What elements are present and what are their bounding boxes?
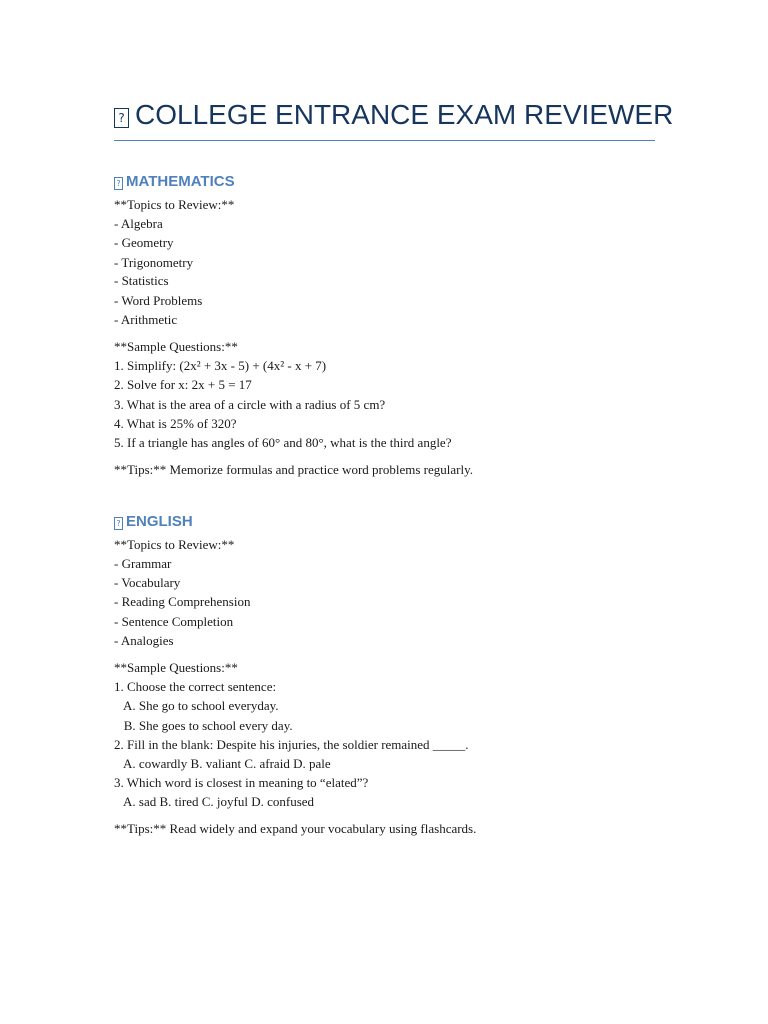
question-item: 1. Simplify: (2x² + 3x - 5) + (4x² - x + 7): [114, 358, 327, 373]
document-title: [114, 96, 674, 141]
question-item: 2. Fill in the blank: Despite his injuries, the soldier remained _____.: [114, 737, 469, 752]
topic-item: - Word Problems: [114, 293, 203, 308]
answer-option: A. sad B. tired C. joyful D. confused: [114, 794, 315, 809]
question-item: 2. Solve for x: 2x + 5 = 17: [114, 377, 252, 392]
tips-text: **Tips:** Read widely and expand your vocabulary using flashcards.: [114, 821, 477, 836]
section-heading-mathematics: [114, 172, 235, 192]
questions-label: **Sample Questions:**: [114, 339, 238, 354]
missing-glyph-icon: ?: [114, 517, 123, 530]
missing-glyph-icon: ?: [114, 108, 129, 128]
answer-option: B. She goes to school every day.: [114, 718, 293, 733]
topic-item: - Algebra: [114, 216, 163, 231]
question-item: 3. Which word is closest in meaning to “elated”?: [114, 775, 369, 790]
question-item: 3. What is the area of a circle with a radius of 5 cm?: [114, 397, 386, 412]
question-item: 4. What is 25% of 320?: [114, 416, 237, 431]
section-heading-text: MATHEMATICS: [126, 173, 235, 190]
answer-option: A. She go to school everyday.: [114, 698, 279, 713]
topic-item: - Trigonometry: [114, 255, 194, 270]
missing-glyph-icon: ?: [114, 177, 123, 190]
topic-item: - Arithmetic: [114, 312, 178, 327]
topics-label: **Topics to Review:**: [114, 537, 235, 552]
topic-item: - Sentence Completion: [114, 614, 234, 629]
topic-item: - Reading Comprehension: [114, 594, 251, 609]
topic-item: - Analogies: [114, 633, 174, 648]
section-heading-text: ENGLISH: [126, 513, 193, 530]
questions-label: **Sample Questions:**: [114, 660, 238, 675]
section-heading-english: [114, 512, 193, 532]
topic-item: - Statistics: [114, 273, 169, 288]
topic-item: - Grammar: [114, 556, 172, 571]
topics-label: **Topics to Review:**: [114, 197, 235, 212]
document-title-text: COLLEGE ENTRANCE EXAM REVIEWER: [135, 99, 674, 130]
question-item: 1. Choose the correct sentence:: [114, 679, 277, 694]
tips-text: **Tips:** Memorize formulas and practice word problems regularly.: [114, 462, 473, 477]
answer-option: A. cowardly B. valiant C. afraid D. pale: [114, 756, 331, 771]
topic-item: - Geometry: [114, 235, 174, 250]
question-item: 5. If a triangle has angles of 60° and 80°, what is the third angle?: [114, 435, 452, 450]
topic-item: - Vocabulary: [114, 575, 181, 590]
